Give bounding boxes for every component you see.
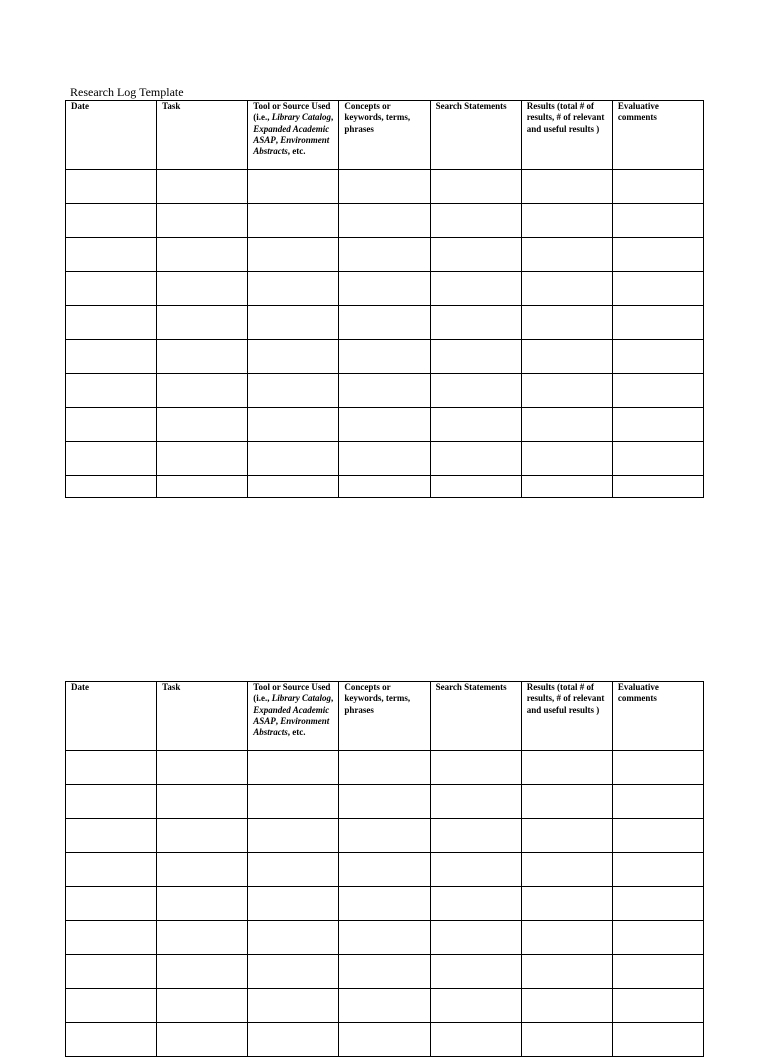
header-text: Tool or Source Used (i.e., — [253, 682, 331, 704]
table-row — [66, 785, 704, 819]
table-cell[interactable] — [612, 819, 703, 853]
table-cell[interactable] — [430, 340, 521, 374]
table-cell[interactable] — [521, 955, 612, 989]
table-cell[interactable] — [430, 751, 521, 785]
table-cell[interactable] — [157, 374, 248, 408]
table-cell[interactable] — [248, 476, 339, 498]
table-cell[interactable] — [339, 306, 430, 340]
table-cell[interactable] — [248, 272, 339, 306]
table-cell[interactable] — [339, 272, 430, 306]
header-text-italic: Environment Abstracts — [253, 134, 330, 157]
table-cell[interactable] — [157, 408, 248, 442]
header-text: , — [275, 134, 281, 145]
table-cell[interactable] — [339, 238, 430, 272]
table-cell[interactable] — [248, 374, 339, 408]
table-cell[interactable] — [521, 476, 612, 498]
table-cell[interactable] — [66, 204, 157, 238]
table-cell[interactable] — [66, 921, 157, 955]
table-cell[interactable] — [339, 374, 430, 408]
table-cell[interactable] — [521, 374, 612, 408]
table-header-row — [66, 101, 704, 170]
table-cell[interactable] — [248, 1023, 339, 1057]
table-cell[interactable] — [521, 340, 612, 374]
table-cell[interactable] — [430, 819, 521, 853]
research-log-table-2 — [65, 681, 704, 1057]
table-row — [66, 989, 704, 1023]
table-cell[interactable] — [521, 442, 612, 476]
table-cell[interactable] — [339, 408, 430, 442]
table-cell[interactable] — [521, 170, 612, 204]
table-cell[interactable] — [430, 785, 521, 819]
table-cell[interactable] — [66, 408, 157, 442]
column-header-evaluative-comments: Evaluative comments — [612, 682, 703, 751]
table-cell[interactable] — [157, 170, 248, 204]
table-cell[interactable] — [430, 1023, 521, 1057]
table-cell[interactable] — [339, 785, 430, 819]
table-cell[interactable] — [612, 238, 703, 272]
table-row — [66, 408, 704, 442]
table-cell[interactable] — [339, 819, 430, 853]
table-cell[interactable] — [612, 1023, 703, 1057]
table-cell[interactable] — [157, 921, 248, 955]
table-cell[interactable] — [339, 955, 430, 989]
table-cell[interactable] — [157, 204, 248, 238]
table-cell[interactable] — [612, 989, 703, 1023]
table-cell[interactable] — [66, 955, 157, 989]
header-text-italic: Expanded Academic ASAP — [253, 123, 330, 145]
table-cell[interactable] — [157, 955, 248, 989]
column-header-date: Date — [66, 682, 157, 751]
document-title: Research Log Template — [70, 85, 184, 99]
table-cell[interactable] — [66, 785, 157, 819]
table-cell[interactable] — [248, 819, 339, 853]
table-row — [66, 955, 704, 989]
table-cell[interactable] — [66, 853, 157, 887]
table-cell[interactable] — [66, 238, 157, 272]
table-cell[interactable] — [612, 374, 703, 408]
table-cell[interactable] — [248, 204, 339, 238]
table-cell[interactable] — [521, 819, 612, 853]
table-cell[interactable] — [248, 955, 339, 989]
header-text: , — [331, 112, 334, 123]
table-cell[interactable] — [612, 340, 703, 374]
column-header-results: Results (total # of results, # of relevant and useful results ) — [521, 682, 612, 751]
table-row — [66, 340, 704, 374]
table-cell[interactable] — [157, 238, 248, 272]
table-row — [66, 921, 704, 955]
table-cell[interactable] — [430, 204, 521, 238]
table-cell[interactable] — [612, 955, 703, 989]
table-row — [66, 306, 704, 340]
table-cell[interactable] — [339, 170, 430, 204]
table-cell[interactable] — [430, 238, 521, 272]
table-cell[interactable] — [248, 408, 339, 442]
header-text: , etc. — [287, 146, 306, 157]
table-row — [66, 374, 704, 408]
table-cell[interactable] — [430, 170, 521, 204]
table-cell[interactable] — [430, 887, 521, 921]
table-cell[interactable] — [66, 819, 157, 853]
column-header-task: Task — [157, 101, 248, 170]
table-row — [66, 170, 704, 204]
table-cell[interactable] — [157, 853, 248, 887]
table-cell[interactable] — [521, 408, 612, 442]
table-cell[interactable] — [248, 340, 339, 374]
table-cell[interactable] — [248, 853, 339, 887]
table-cell[interactable] — [612, 921, 703, 955]
column-header-search-statements: Search Statements — [430, 682, 521, 751]
header-text-italic: Library Catalog — [271, 112, 332, 123]
table-row — [66, 442, 704, 476]
header-text-italic: Environment Abstracts — [253, 715, 330, 738]
table-cell[interactable] — [430, 476, 521, 498]
table-cell[interactable] — [521, 238, 612, 272]
table-cell[interactable] — [66, 751, 157, 785]
table-cell[interactable] — [521, 272, 612, 306]
table-cell[interactable] — [339, 476, 430, 498]
table-cell[interactable] — [157, 1023, 248, 1057]
table-cell[interactable] — [430, 408, 521, 442]
table-cell[interactable] — [248, 751, 339, 785]
table-cell[interactable] — [521, 751, 612, 785]
table-cell[interactable] — [521, 306, 612, 340]
table-cell[interactable] — [248, 442, 339, 476]
table-cell[interactable] — [66, 442, 157, 476]
table-cell[interactable] — [430, 306, 521, 340]
table-cell[interactable] — [157, 785, 248, 819]
header-text-italic: Expanded Academic ASAP — [253, 704, 330, 726]
table-cell[interactable] — [248, 887, 339, 921]
table-cell[interactable] — [430, 442, 521, 476]
table-cell[interactable] — [66, 340, 157, 374]
table-cell[interactable] — [157, 819, 248, 853]
table-cell[interactable] — [66, 374, 157, 408]
table-cell[interactable] — [521, 1023, 612, 1057]
table-cell[interactable] — [612, 476, 703, 498]
table-cell[interactable] — [66, 887, 157, 921]
column-header-search-statements: Search Statements — [430, 101, 521, 170]
table-row — [66, 238, 704, 272]
table-row — [66, 751, 704, 785]
table-cell[interactable] — [339, 853, 430, 887]
column-header-concepts: Concepts or keywords, terms, phrases — [339, 682, 430, 751]
column-header-concepts: Concepts or keywords, terms, phrases — [339, 101, 430, 170]
table-cell[interactable] — [157, 751, 248, 785]
table-cell[interactable] — [157, 887, 248, 921]
table-cell[interactable] — [521, 887, 612, 921]
table-cell[interactable] — [157, 272, 248, 306]
research-log-table-1 — [65, 100, 704, 498]
table-cell[interactable] — [612, 170, 703, 204]
table-row — [66, 853, 704, 887]
table-cell[interactable] — [430, 955, 521, 989]
table-cell[interactable] — [248, 989, 339, 1023]
table-cell[interactable] — [339, 204, 430, 238]
table-cell[interactable] — [157, 442, 248, 476]
column-header-tool-or-source — [248, 101, 339, 170]
table-cell[interactable] — [248, 921, 339, 955]
table-row — [66, 204, 704, 238]
table-cell[interactable] — [157, 476, 248, 498]
table-cell[interactable] — [248, 170, 339, 204]
table-cell[interactable] — [612, 442, 703, 476]
table-cell[interactable] — [339, 887, 430, 921]
table-cell[interactable] — [521, 204, 612, 238]
table-cell[interactable] — [248, 238, 339, 272]
table-cell[interactable] — [339, 921, 430, 955]
table-cell[interactable] — [430, 921, 521, 955]
column-header-results: Results (total # of results, # of relevant and useful results ) — [521, 101, 612, 170]
table-cell[interactable] — [612, 751, 703, 785]
table-cell[interactable] — [66, 476, 157, 498]
table-cell[interactable] — [430, 853, 521, 887]
table-cell[interactable] — [521, 989, 612, 1023]
table-cell[interactable] — [66, 1023, 157, 1057]
table-cell[interactable] — [157, 989, 248, 1023]
table-header-row — [66, 682, 704, 751]
table-cell[interactable] — [66, 272, 157, 306]
table-cell[interactable] — [339, 340, 430, 374]
table-cell[interactable] — [521, 853, 612, 887]
header-text: , — [275, 715, 281, 726]
table-cell[interactable] — [339, 1023, 430, 1057]
column-header-evaluative-comments: Evaluative comments — [612, 101, 703, 170]
header-text-italic: Library Catalog — [271, 693, 332, 704]
table-cell[interactable] — [612, 204, 703, 238]
table-row — [66, 887, 704, 921]
table-cell[interactable] — [339, 989, 430, 1023]
table-row — [66, 476, 704, 498]
table-row — [66, 819, 704, 853]
table-cell[interactable] — [612, 272, 703, 306]
table-cell[interactable] — [339, 751, 430, 785]
column-header-task: Task — [157, 682, 248, 751]
table-cell[interactable] — [430, 272, 521, 306]
table-body — [66, 170, 704, 498]
table-cell[interactable] — [339, 442, 430, 476]
table-cell[interactable] — [248, 306, 339, 340]
table-cell[interactable] — [612, 408, 703, 442]
table-cell[interactable] — [66, 989, 157, 1023]
table-cell[interactable] — [157, 306, 248, 340]
header-text: , etc. — [287, 727, 306, 738]
header-text: , — [331, 693, 334, 704]
table-cell[interactable] — [66, 306, 157, 340]
table-cell[interactable] — [521, 921, 612, 955]
header-text: Tool or Source Used (i.e., — [253, 101, 331, 123]
table-cell[interactable] — [612, 853, 703, 887]
table-cell[interactable] — [248, 785, 339, 819]
table-row — [66, 272, 704, 306]
table-cell[interactable] — [157, 340, 248, 374]
table-cell[interactable] — [430, 374, 521, 408]
table-cell[interactable] — [612, 306, 703, 340]
table-cell[interactable] — [430, 989, 521, 1023]
table-cell[interactable] — [612, 887, 703, 921]
column-header-tool-or-source — [248, 682, 339, 751]
table-cell[interactable] — [612, 785, 703, 819]
column-header-date: Date — [66, 101, 157, 170]
table-cell[interactable] — [521, 785, 612, 819]
table-row — [66, 1023, 704, 1057]
table-cell[interactable] — [66, 170, 157, 204]
table-body — [66, 751, 704, 1057]
